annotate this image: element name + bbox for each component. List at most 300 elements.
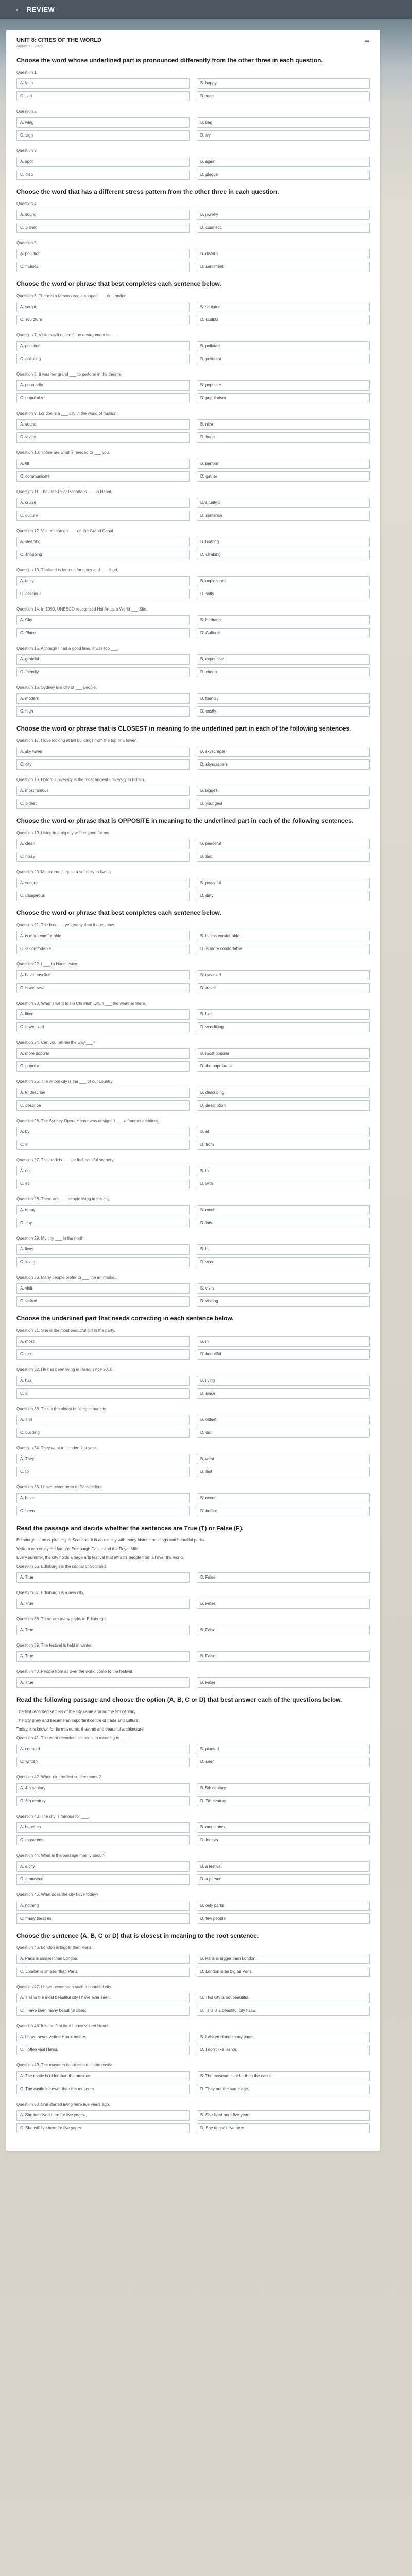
answer-option[interactable]: B. visits [197,1283,370,1294]
answer-option[interactable]: B. I visited Hanoi many times. [197,2032,370,2042]
answer-option[interactable]: C. many theatres [16,1913,190,1924]
answer-option[interactable]: C. noisy [16,852,190,862]
question-text: Question 44. What is the passage mainly about? [16,1853,106,1858]
answer-option[interactable]: B. in [197,1166,370,1176]
answer-option[interactable]: C. city [16,759,190,770]
answer-option[interactable]: C. I often visit Hanoi. [16,2045,190,2055]
question-text: Question 16. Sydney is a city of ___ people. [16,685,97,690]
question-item [16,1669,370,1688]
question-item [16,1945,370,1977]
back-arrow-icon[interactable]: ← [14,5,23,13]
answer-option[interactable]: B. most popular [197,1048,370,1059]
answer-option[interactable]: C. describe [16,1100,190,1111]
answer-option[interactable]: B. situated [197,498,370,508]
answer-options [16,1244,370,1267]
answer-option[interactable]: D. is more comfortable [197,944,370,954]
reading-passage: Today, it is known for its museums, theatres and beautiful architecture. [16,1727,145,1732]
answer-option[interactable]: B. bag [197,117,370,128]
question-text: Question 45. What does the city have today? [16,1892,99,1897]
section-heading: Choose the word or phrase that is OPPOSITE in meaning to the underlined part in each of the following sentences. [16,817,354,824]
answer-options [16,1861,370,1885]
answer-option[interactable]: D. 7th century [197,1796,370,1806]
answer-option[interactable]: C. sad [16,91,190,101]
answer-option[interactable]: D. costly [197,706,370,717]
answer-option[interactable]: D. our [197,1428,370,1438]
answer-option[interactable]: C. any [16,1218,190,1228]
answer-options [16,615,370,638]
question-text: Question 6. There is a famous eagle-shaped ___ on London. [16,294,128,298]
answer-option[interactable]: C. museums [16,1835,190,1845]
answer-option[interactable]: A. modern [16,693,190,704]
answer-option[interactable]: C. a museum [16,1874,190,1885]
answer-option[interactable]: D. description [197,1100,370,1111]
question-item [16,489,370,521]
reading-passage: Visitors can enjoy the famous Edinburgh Castle and the Royal Mile. [16,1547,140,1551]
question-item [16,1367,370,1399]
answer-option[interactable]: D. lots [197,1218,370,1228]
answer-option[interactable]: C. planet [16,223,190,233]
answer-options [16,1205,370,1228]
answer-options [16,380,370,403]
question-item [16,332,370,364]
answer-options [16,1901,370,1924]
answer-option[interactable]: A. She has lived here for five years. [16,2110,190,2121]
answer-option[interactable]: D. pollutant [197,354,370,364]
answer-options [16,1572,370,1583]
answer-options [16,1415,370,1438]
answer-option[interactable]: D. plague [197,170,370,180]
answer-option[interactable]: A. cruise [16,498,190,508]
answer-option[interactable]: A. not [16,1166,190,1176]
question-item [16,961,370,993]
answer-options [16,654,370,677]
answer-option[interactable]: B. peaceful [197,878,370,888]
answer-option[interactable]: C. in [16,1388,190,1399]
answer-option[interactable]: B. populate [197,380,370,391]
answer-option[interactable]: B. peaceful [197,839,370,849]
quiz-sections [16,57,370,2133]
answer-option[interactable]: C. to [16,1467,190,1477]
answer-options [16,117,370,141]
section-heading: Choose the word or phrase that best completes each sentence below. [16,909,221,917]
answer-option[interactable]: B. is [197,1244,370,1255]
answer-option[interactable]: B. in [197,1336,370,1347]
answer-option[interactable]: C. high [16,706,190,717]
answer-option[interactable]: A. The castle is older than the museum. [16,2071,190,2081]
answer-option[interactable]: C. visited [16,1296,190,1307]
answer-options [16,1166,370,1189]
answer-option[interactable]: B. polluted [197,341,370,351]
question-text: Question 48. It is the first time I have visited Hanoi. [16,2024,110,2028]
answer-options [16,341,370,364]
answer-options [16,1376,370,1399]
answer-option[interactable]: D. climbing [197,550,370,560]
answer-options [16,1336,370,1360]
answer-option[interactable]: D. beautiful [197,1349,370,1360]
answer-option[interactable]: D. London is as big as Paris. [197,1967,370,1977]
answer-option[interactable]: B. False [197,1625,370,1635]
question-text: Question 7. Visitors will notice if the environment is ___. [16,333,118,337]
answer-option[interactable]: B. jewelry [197,210,370,220]
answer-options [16,419,370,443]
question-text: Question 31. She is the most beautiful girl in the party. [16,1328,115,1333]
question-item [16,1590,370,1609]
question-item [16,869,370,901]
answer-option[interactable]: A. lives [16,1244,190,1255]
question-text: Question 33. This is the oldest building in our city. [16,1406,107,1411]
answer-option[interactable]: D. visiting [197,1296,370,1307]
answer-option[interactable]: D. popularism [197,393,370,403]
answer-option[interactable]: C. written [16,1757,190,1767]
question-item [16,528,370,560]
answer-option[interactable]: D. map [197,91,370,101]
question-text: Question 12. Visitors can go ___ on the Grand Canal. [16,529,114,533]
answer-option[interactable]: D. with [197,1179,370,1189]
question-item [16,777,370,809]
answer-options [16,1088,370,1111]
answer-option[interactable]: D. bad [197,852,370,862]
answer-option[interactable]: B. This city is not beautiful. [197,1993,370,2003]
answer-option[interactable]: B. planted [197,1744,370,1754]
answer-option[interactable]: B. happy [197,78,370,89]
answer-option[interactable]: D. skyscrapers [197,759,370,770]
answer-option[interactable]: C. I have seen many beautiful cities. [16,2006,190,2016]
answer-option[interactable]: B. is less comfortable [197,931,370,941]
question-text: Question 14. In 1999, UNESCO recognized Hoi An as a World ___ Site. [16,607,148,612]
question-text: Question 11. The One-Pillar Pagoda is ___ in Hanoi. [16,489,112,494]
answer-option[interactable]: C. clap [16,170,190,180]
answer-option[interactable]: C. dangerous [16,891,190,901]
quiz-card [6,30,380,2151]
question-text: Question 4. [16,201,38,206]
answer-option[interactable]: D. cheap [197,667,370,677]
answer-option[interactable]: A. clean [16,839,190,849]
question-item [16,646,370,677]
answer-options [16,786,370,809]
answer-option[interactable]: A. have [16,1493,190,1503]
answer-option[interactable]: C. sigh [16,130,190,141]
answer-option[interactable]: D. This is a beautiful city I saw. [197,2006,370,2016]
answer-option[interactable]: C. the [16,1349,190,1360]
question-item [16,1484,370,1516]
answer-option[interactable]: C. in [16,1140,190,1150]
section-heading: Choose the word or phrase that is CLOSEST in meaning to the underlined part in each of the following sentences. [16,725,351,732]
question-item [16,1616,370,1635]
section-heading: Choose the word or phrase that best completes each sentence below. [16,280,221,287]
question-text: Question 18. Oxford University is the most ancient university in Britain. [16,777,145,782]
question-text: Question 47. I have never seen such a beautiful city. [16,1985,112,1989]
question-text: Question 36. Edinburgh is the capital of Scotland. [16,1564,107,1569]
answer-option[interactable]: B. Heritage [197,615,370,625]
share-icon[interactable]: ➦ [364,37,370,45]
question-text: Question 21. The bus ___ yesterday than it does now. [16,923,115,927]
answer-option[interactable]: B. unpleasant [197,576,370,586]
question-item [16,109,370,141]
answer-option[interactable]: A. I have never visited Hanoi before. [16,2032,190,2042]
reading-passage: The city grew and became an important centre of trade and culture. [16,1718,140,1723]
answer-option[interactable]: D. sentiment [197,262,370,272]
question-text: Question 15. Although I had a good time, it was too ___. [16,646,119,651]
answer-option[interactable]: D. ivy [197,130,370,141]
answer-option[interactable]: C. popular [16,1061,190,1072]
answer-option[interactable]: A. most famous [16,786,190,796]
answer-option[interactable]: D. was liking [197,1022,370,1032]
answer-option[interactable]: C. Place [16,628,190,638]
answer-option[interactable]: A. tasty [16,576,190,586]
answer-option[interactable]: A. has [16,1376,190,1386]
answer-options [16,1677,370,1688]
answer-option[interactable]: B. again [197,157,370,167]
answer-option[interactable]: D. sentence [197,511,370,521]
question-text: Question 46. London is bigger than Paris. [16,1945,93,1950]
answer-option[interactable]: B. at [197,1127,370,1137]
question-item [16,922,370,954]
answer-option[interactable]: B. living [197,1376,370,1386]
answer-option[interactable]: B. a festival [197,1861,370,1872]
question-item [16,1001,370,1032]
answer-option[interactable]: A. pollution [16,341,190,351]
question-item [16,1118,370,1150]
answer-option[interactable]: C. been [16,1506,190,1516]
answer-option[interactable]: B. went [197,1454,370,1464]
answer-option[interactable]: A. is more comfortable [16,931,190,941]
answer-option[interactable]: A. by [16,1127,190,1137]
section-heading: Read the passage and decide whether the sentences are True (T) or False (F). [16,1524,244,1532]
answer-options [16,2032,370,2055]
answer-option[interactable]: A. sleeping [16,537,190,547]
question-item [16,1040,370,1072]
answer-option[interactable]: D. before [197,1506,370,1516]
answer-option[interactable]: D. sculpts [197,315,370,325]
question-text: Question 8. It was her grand ___ to perform in the theatre. [16,372,123,377]
answer-option[interactable]: C. have travel [16,983,190,993]
answer-options [16,498,370,521]
answer-option[interactable]: D. was [197,1257,370,1267]
question-item [16,738,370,770]
answer-option[interactable]: A. pollution [16,249,190,259]
answer-option[interactable]: B. only parks [197,1901,370,1911]
answer-option[interactable]: B. False [197,1677,370,1688]
answer-option[interactable]: D. youngest [197,799,370,809]
answer-option[interactable]: D. few people [197,1913,370,1924]
question-text: Question 30. Many people prefer to ___ the art market. [16,1275,117,1280]
answer-option[interactable]: D. last [197,1467,370,1477]
answer-option[interactable]: D. seen [197,1757,370,1767]
answer-option[interactable]: B. friendly [197,693,370,704]
answer-option[interactable]: D. since [197,1388,370,1399]
answer-option[interactable]: C. The castle is newer than the museum. [16,2084,190,2094]
answer-option[interactable]: A. spot [16,157,190,167]
answer-option[interactable]: C. 6th century [16,1796,190,1806]
answer-option[interactable]: A. nothing [16,1901,190,1911]
answer-option[interactable]: A. True [16,1572,190,1583]
answer-option[interactable]: C. shopping [16,550,190,560]
answer-option[interactable]: A. Paris is smaller than London. [16,1954,190,1964]
answer-option[interactable]: A. sound [16,210,190,220]
answer-option[interactable]: B. much [197,1205,370,1215]
answer-option[interactable]: B. never [197,1493,370,1503]
question-item [16,2023,370,2055]
answer-option[interactable]: C. so [16,1179,190,1189]
card-header [16,37,370,48]
answer-option[interactable]: D. I don't like Hanoi. [197,2045,370,2055]
answer-option[interactable]: A. fill [16,459,190,469]
answer-option[interactable]: B. perform [197,459,370,469]
question-text: Question 9. London is a ___ city in the world of fashion. [16,411,118,416]
answer-option[interactable]: A. beaches [16,1822,190,1833]
answer-option[interactable]: D. salty [197,589,370,599]
answer-option[interactable]: B. False [197,1572,370,1583]
question-item [16,1328,370,1360]
answer-option[interactable]: D. dirty [197,891,370,901]
question-item [16,293,370,325]
answer-option[interactable]: B. nice [197,419,370,430]
answer-options [16,1954,370,1977]
question-text: Question 3. [16,148,38,153]
answer-option[interactable]: C. popularize [16,393,190,403]
answer-option[interactable]: D. forests [197,1835,370,1845]
question-text: Question 28. There are ___ people living in the city. [16,1197,111,1201]
question-item [16,1642,370,1662]
answer-option[interactable]: D. travel [197,983,370,993]
answer-option[interactable]: B. expensive [197,654,370,665]
answer-option[interactable]: C. communicate [16,471,190,482]
answer-option[interactable]: A. True [16,1599,190,1609]
answer-option[interactable]: A. sky tower [16,747,190,757]
answer-option[interactable]: A. sculpt [16,302,190,312]
answer-options [16,1625,370,1635]
answer-option[interactable]: A. This is the most beautiful city I have ever seen. [16,1993,190,2003]
answer-option[interactable]: C. She will live here for five years. [16,2123,190,2133]
answer-option[interactable]: D. They are the same age. [197,2084,370,2094]
answer-option[interactable]: A. This [16,1415,190,1425]
answer-option[interactable]: B. Paris is bigger than London. [197,1954,370,1964]
section-heading: Choose the underlined part that needs correcting in each sentence below. [16,1315,234,1322]
unit-title: UNIT 8: CITIES OF THE WORLD [16,37,101,43]
answer-options [16,747,370,770]
question-text: Question 43. The city is famous for ___. [16,1814,90,1819]
answer-option[interactable]: A. grateful [16,654,190,665]
answer-option[interactable]: A. most [16,1336,190,1347]
question-item [16,1814,370,1845]
answer-option[interactable]: A. 4th century [16,1783,190,1793]
answer-option[interactable]: A. secure [16,878,190,888]
answer-option[interactable]: A. True [16,1651,190,1662]
answer-option[interactable]: B. False [197,1599,370,1609]
top-bar [0,0,412,19]
question-item [16,685,370,717]
answer-option[interactable]: C. culture [16,511,190,521]
answer-option[interactable]: C. loves [16,1257,190,1267]
answer-option[interactable]: A. a city [16,1861,190,1872]
question-item [16,371,370,403]
answer-option[interactable]: A. City [16,615,190,625]
answer-option[interactable]: C. oldest [16,799,190,809]
answer-option[interactable]: C. is comfortable [16,944,190,954]
answer-option[interactable]: C. friendly [16,667,190,677]
answer-option[interactable]: B. False [197,1651,370,1662]
answer-options [16,157,370,180]
question-item [16,1445,370,1477]
question-item [16,411,370,443]
answer-option[interactable]: D. a person [197,1874,370,1885]
answer-option[interactable]: A. liked [16,1009,190,1020]
answer-option[interactable]: A. many [16,1205,190,1215]
answer-option[interactable]: A. They [16,1454,190,1464]
answer-option[interactable]: D. from [197,1140,370,1150]
answer-option[interactable]: C. sculpture [16,315,190,325]
question-text: Question 22. I ___ to Hanoi twice. [16,962,79,967]
reading-passage: Every summer, the city holds a large arts festival that attracts people from all over the world. [16,1555,184,1560]
answer-option[interactable]: C. have liked [16,1022,190,1032]
question-text: Question 19. Living in a big city will be good for me. [16,831,111,835]
answer-options [16,1454,370,1477]
answer-option[interactable]: B. disturb [197,249,370,259]
answer-options [16,1127,370,1150]
answer-options [16,1822,370,1845]
answer-option[interactable]: B. oldest [197,1415,370,1425]
answer-options [16,1009,370,1032]
section-heading: Choose the sentence (A, B, C or D) that is closest in meaning to the root sentence. [16,1932,259,1939]
answer-option[interactable]: B. travelled [197,970,370,980]
answer-option[interactable]: B. skyscraper [197,747,370,757]
answer-option[interactable]: C. London is smaller than Paris. [16,1967,190,1977]
answer-option[interactable]: B. The museum is older than the castle. [197,2071,370,2081]
answer-option[interactable]: D. She doesn't live here. [197,2123,370,2133]
answer-option[interactable]: D. cosmetic [197,223,370,233]
answer-option[interactable]: D. Cultural [197,628,370,638]
question-text: Question 17. I love looking at tall buildings from the top of a tower. [16,738,137,743]
answer-option[interactable]: B. She lived here five years. [197,2110,370,2121]
answer-option[interactable]: B. describing [197,1088,370,1098]
answer-option[interactable]: C. polluting [16,354,190,364]
answer-option[interactable]: A. sound [16,419,190,430]
question-text: Question 27. This park is ___ for its beautiful scenery. [16,1158,115,1162]
answer-option[interactable]: A. have travelled [16,970,190,980]
question-item [16,2102,370,2133]
answer-option[interactable]: A. wing [16,117,190,128]
answer-option[interactable]: B. biggest [197,786,370,796]
answer-option[interactable]: A. faith [16,78,190,89]
answer-option[interactable]: B. 5th century [197,1783,370,1793]
answer-option[interactable]: C. delicious [16,589,190,599]
answer-option[interactable]: B. like [197,1009,370,1020]
answer-option[interactable]: A. True [16,1677,190,1688]
answer-option[interactable]: C. musical [16,262,190,272]
answer-option[interactable]: A. more popular [16,1048,190,1059]
answer-option[interactable]: A. True [16,1625,190,1635]
answer-option[interactable]: D. huge [197,432,370,443]
answer-options [16,78,370,101]
answer-options [16,302,370,325]
answer-option[interactable]: A. to describe [16,1088,190,1098]
answer-option[interactable]: C. building [16,1428,190,1438]
answer-option[interactable]: B. mountains [197,1822,370,1833]
answer-option[interactable]: D. the popularest [197,1061,370,1072]
answer-option[interactable]: A. popularity [16,380,190,391]
question-text: Question 26. The Sydney Opera House was designed ___ a famous architect. [16,1118,159,1123]
answer-option[interactable]: C. lovely [16,432,190,443]
answer-option[interactable]: B. boating [197,537,370,547]
answer-option[interactable]: B. sculpted [197,302,370,312]
answer-option[interactable]: A. counted [16,1744,190,1754]
section-heading: Read the following passage and choose the option (A, B, C or D) that best answer each of the questions below. [16,1696,342,1703]
answer-option[interactable]: A. visit [16,1283,190,1294]
question-item [16,1984,370,2016]
answer-option[interactable]: D. gather [197,471,370,482]
question-text: Question 23. When I went to Ho Chi Minh City, I ___ the weather there. [16,1001,146,1006]
question-item [16,1853,370,1885]
